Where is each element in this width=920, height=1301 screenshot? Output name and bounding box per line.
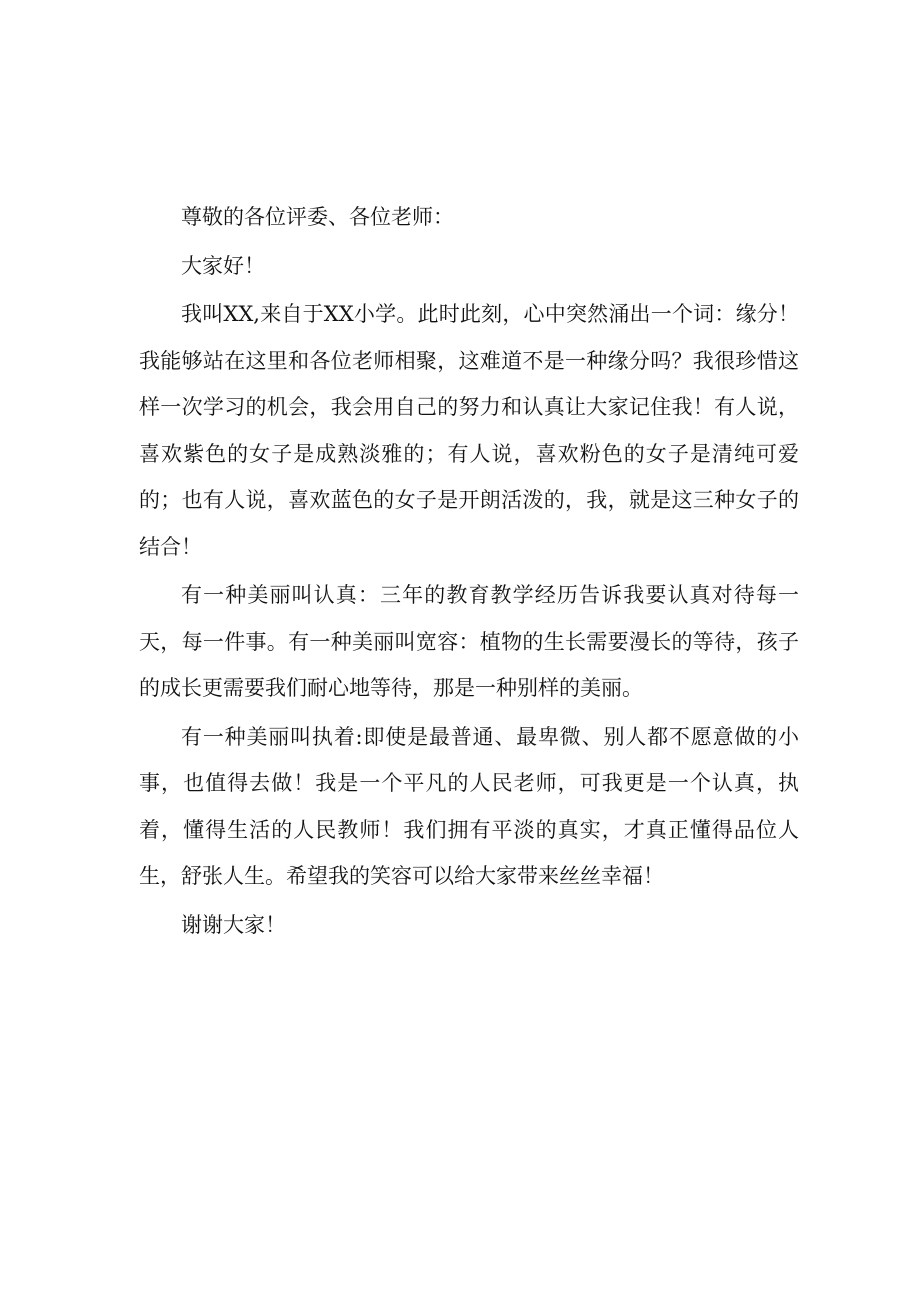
speech-body — [139, 194, 799, 950]
paragraph-seriousness-tolerance: 有一种美丽叫认真：三年的教育教学经历告诉我要认真对待每一天，每一件事。有一种美丽叫宽容：植物的生长需要漫长的等待，孩子的成长更需要我们耐心地等待，那是一种别样的美丽。 — [139, 583, 799, 700]
paragraph-introduction: 我叫XX,来自于XX小学。此时此刻，心中突然涌出一个词：缘分！我能够站在这里和各位老师相聚，这难道不是一种缘分吗？我很珍惜这样一次学习的机会，我会用自己的努力和认真让大家记住我！有人说，喜欢紫色的女子是成熟淡雅的；有人说，喜欢粉色的女子是清纯可爱的；也有人说，喜欢蓝色的女子是开朗活泼的，我，就是这三种女子的结合！ — [139, 302, 799, 559]
paragraph-persistence: 有一种美丽叫执着:即使是最普通、最卑微、别人都不愿意做的小事，也值得去做！我是一个平凡的人民老师，可我更是一个认真，执着，懂得生活的人民教师！我们拥有平淡的真实，才真正懂得品位人生，舒张人生。希望我的笑容可以给大家带来丝丝幸福！ — [139, 724, 799, 888]
greeting: 大家好！ — [181, 253, 265, 278]
salutation: 尊敬的各位评委、各位老师： — [181, 205, 454, 229]
closing: 谢谢大家！ — [181, 912, 286, 937]
